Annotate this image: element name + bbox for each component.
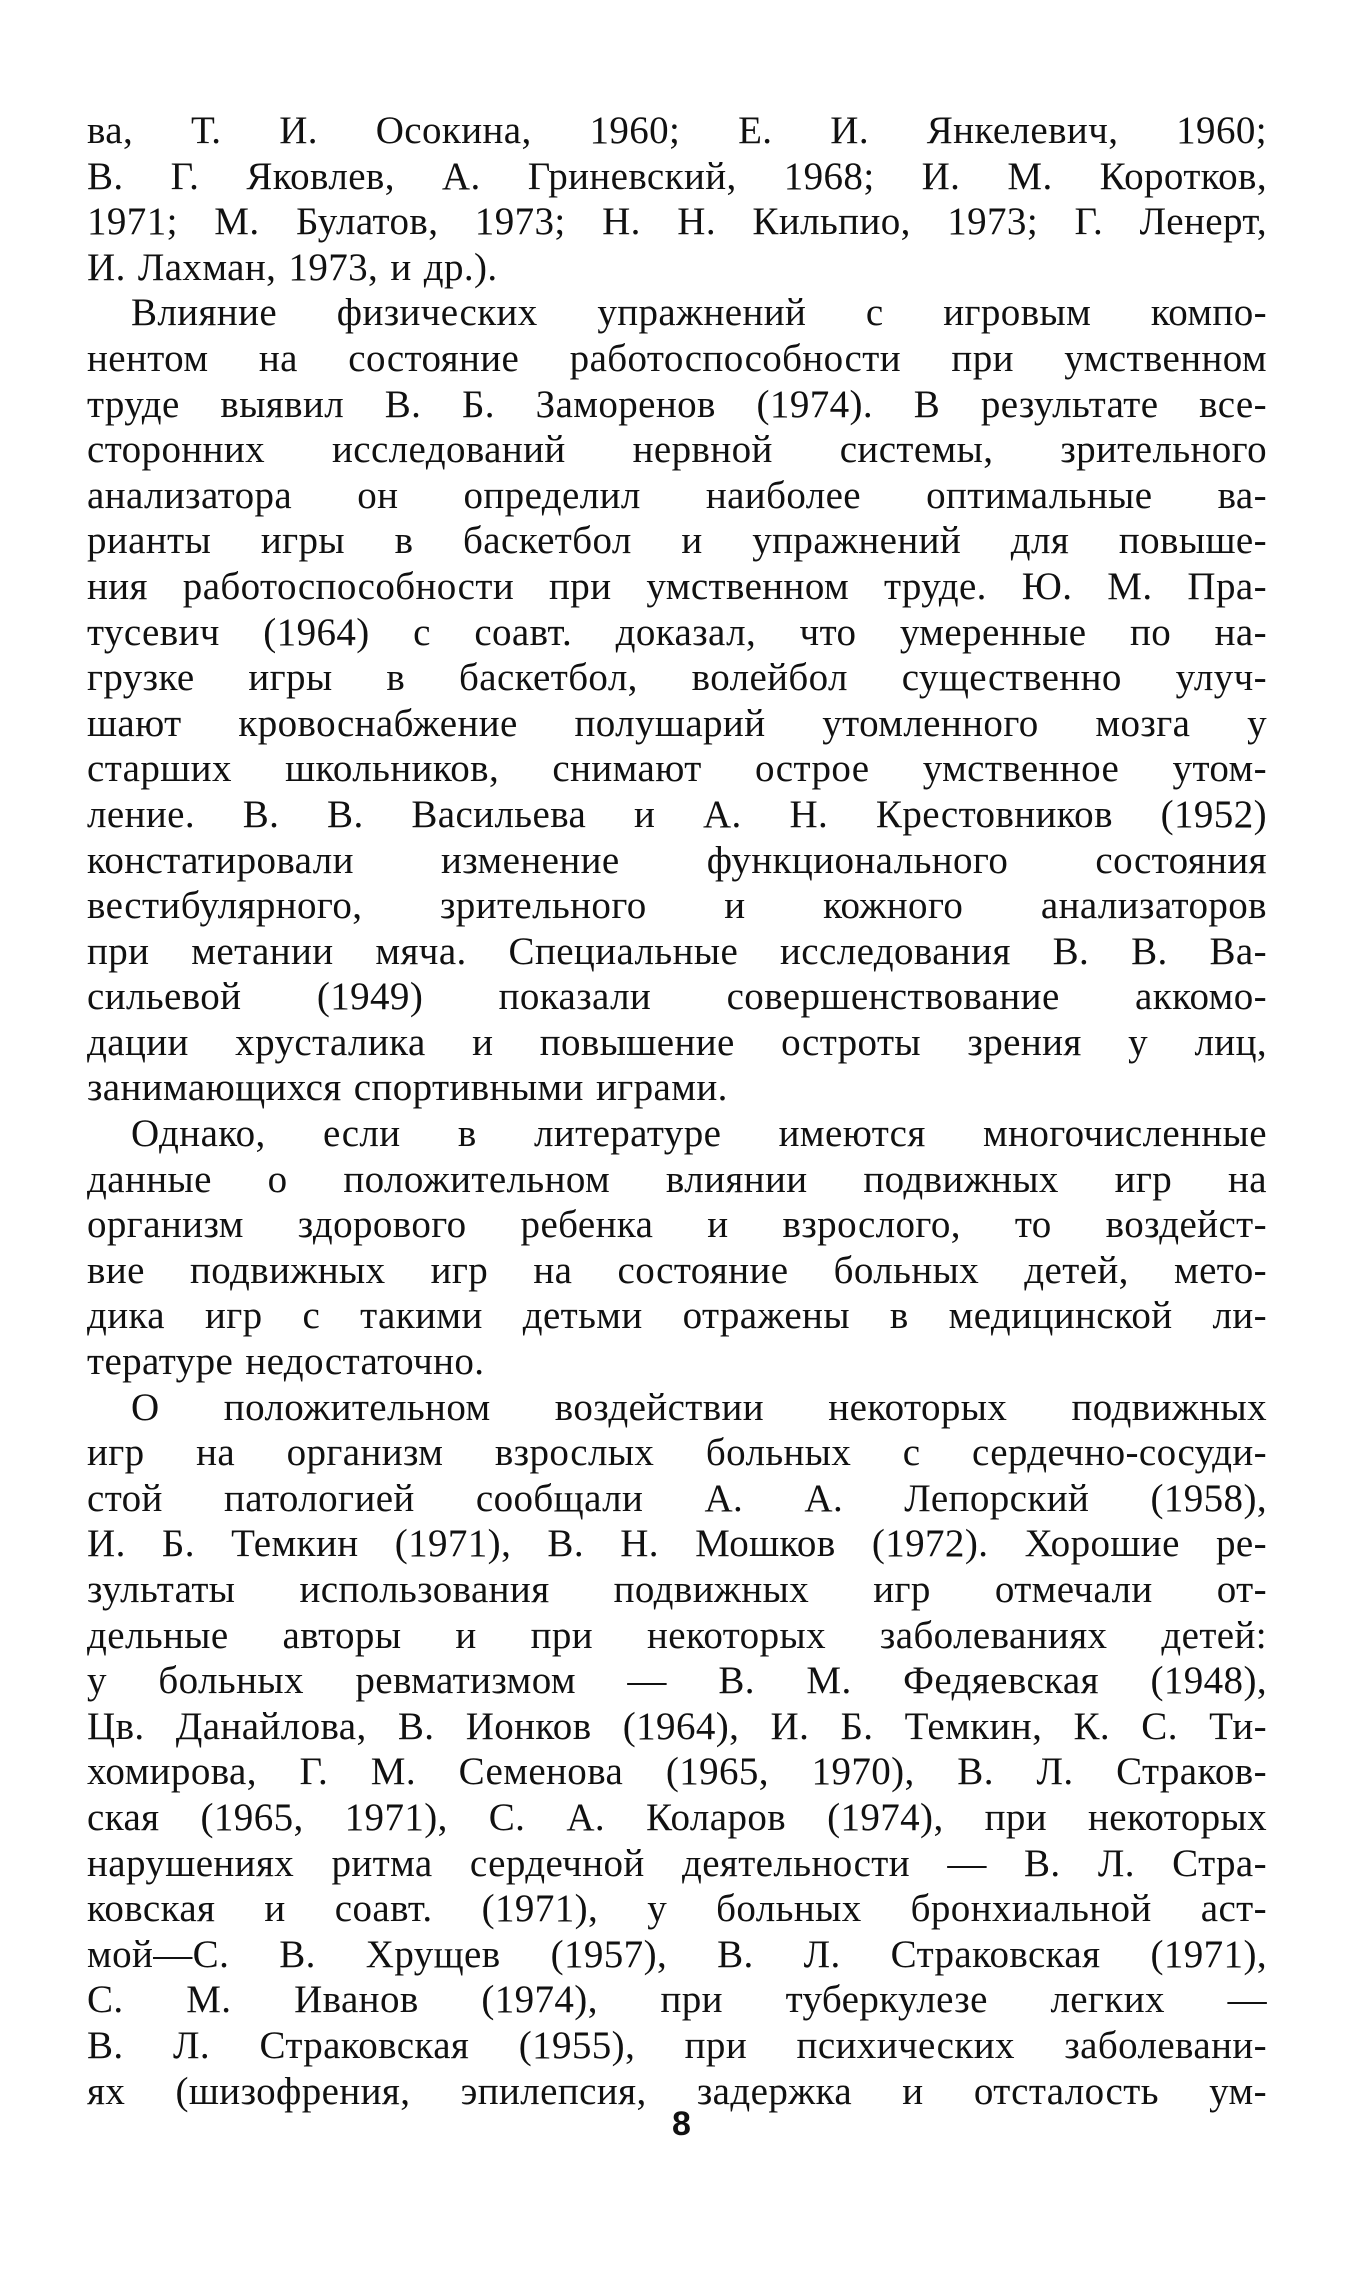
text-line: О положительном воздействии некоторых подвижных [131, 1385, 1267, 1429]
text-line: зультаты использования подвижных игр отмечали от- [87, 1568, 1267, 1611]
text-line: сторонних исследований нервной системы, зрительного [87, 428, 1267, 472]
text-line: анализатора он определил наиболее оптимальные ва- [87, 473, 1267, 517]
text-line: ковская и соавт. (1971), у больных бронхиальной аст- [87, 1887, 1267, 1931]
text-line: ях (шизофрения, эпилепсия, задержка и отсталость ум- [87, 2069, 1267, 2113]
text-line: В. Г. Яковлев, А. Гриневский, 1968; И. М. Коротков, [87, 154, 1267, 198]
text-line: нарушениях ритма сердечной деятельности — В. Л. Стра- [87, 1841, 1267, 1885]
text-line: ния работоспособности при умственном труде. Ю. М. Пра- [87, 564, 1267, 608]
text-line: И. Б. Темкин (1971), В. Н. Мошков (1972). Хорошие ре- [87, 1522, 1267, 1566]
text-line: ление. В. В. Васильева и А. Н. Крестовников (1952) [87, 792, 1267, 836]
page-number: 8 [672, 2105, 691, 2143]
text-line: ва, Т. И. Осокина, 1960; Е. И. Янкелевич, 1960; [87, 109, 1267, 152]
text-line: стой патологией сообщали А. А. Лепорский (1958), [87, 1476, 1267, 1520]
text-line: хомирова, Г. М. Семенова (1965, 1970), В. Л. Страков- [87, 1750, 1267, 1794]
text-line: нентом на состояние работоспособности при умственном [87, 336, 1267, 380]
text-line: В. Л. Страковская (1955), при психических заболевани- [87, 2023, 1267, 2067]
text-line: организм здорового ребенка и взрослого, то воздейст- [87, 1203, 1267, 1247]
text-line: грузке игры в баскетбол, волейбол существенно улуч- [87, 656, 1267, 700]
text-line: занимающихся спортивными играми. [87, 1066, 728, 1110]
text-line: Влияние физических упражнений с игровым компо- [131, 291, 1267, 335]
text-line: игр на организм взрослых больных с сердечно-сосуди- [87, 1431, 1267, 1475]
text-line: данные о положительном влиянии подвижных игр на [87, 1157, 1267, 1201]
text-line: Цв. Данайлова, В. Ионков (1964), И. Б. Темкин, К. С. Ти- [87, 1704, 1267, 1748]
text-line: вестибулярного, зрительного и кожного анализаторов [87, 884, 1267, 928]
text-line: Однако, если в литературе имеются многочисленные [131, 1112, 1267, 1156]
text-line: дации хрусталика и повышение остроты зрения у лиц, [87, 1020, 1267, 1064]
text-line: И. Лахман, 1973, и др.). [87, 245, 498, 289]
text-line: мой—С. В. Хрущев (1957), В. Л. Страковская (1971), [87, 1932, 1267, 1976]
text-line: констатировали изменение функционального состояния [87, 838, 1267, 882]
text-line: сильевой (1949) показали совершенствование аккомо- [87, 975, 1267, 1019]
text-line: старших школьников, снимают острое умственное утом- [87, 747, 1267, 791]
text-line: при метании мяча. Специальные исследования В. В. Ва- [87, 929, 1267, 973]
text-line: 1971; М. Булатов, 1973; Н. Н. Кильпио, 1973; Г. Ленерт, [87, 200, 1267, 244]
text-line: дика игр с такими детьми отражены в медицинской ли- [87, 1294, 1267, 1338]
text-line: рианты игры в баскетбол и упражнений для повыше- [87, 519, 1267, 563]
page-body [87, 108, 1267, 2114]
text-line: тусевич (1964) с соавт. доказал, что умеренные по на- [87, 610, 1267, 654]
text-line: шают кровоснабжение полушарий утомленного мозга у [87, 701, 1267, 745]
text-line: тературе недостаточно. [87, 1340, 485, 1384]
text-line: вие подвижных игр на состояние больных детей, мето- [87, 1248, 1267, 1292]
text-line: дельные авторы и при некоторых заболеваниях детей: [87, 1613, 1267, 1657]
text-line: у больных ревматизмом — В. М. Федяевская (1948), [87, 1659, 1267, 1703]
text-line: С. М. Иванов (1974), при туберкулезе легких — [87, 1978, 1267, 2022]
text-line: труде выявил В. Б. Заморенов (1974). В результате все- [87, 382, 1267, 426]
text-line: ская (1965, 1971), С. А. Коларов (1974), при некоторых [87, 1795, 1267, 1839]
